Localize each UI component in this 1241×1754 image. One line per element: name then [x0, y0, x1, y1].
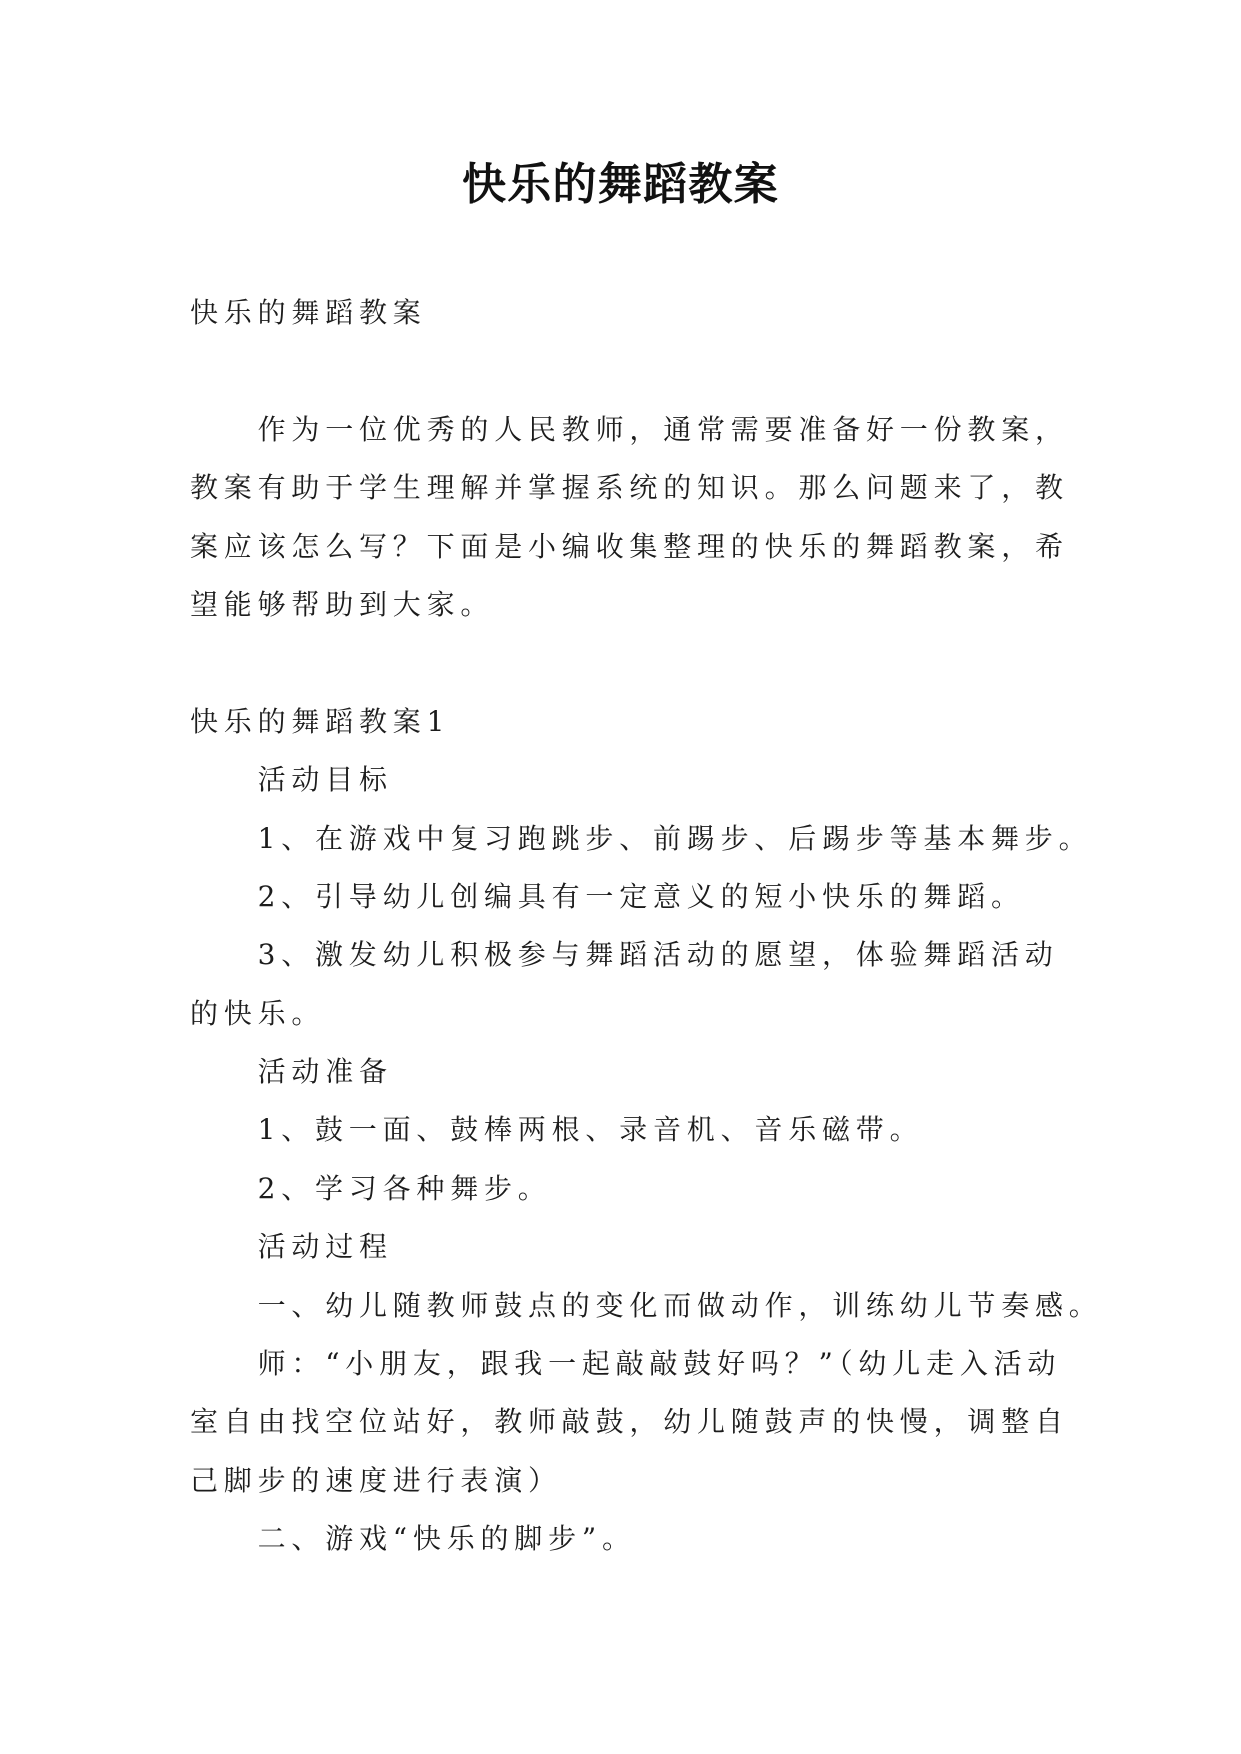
objective-line: 2、引导幼儿创编具有一定意义的短小快乐的舞蹈。 [257, 879, 1025, 913]
intro-line: 教案有助于学生理解并掌握系统的知识。那么问题来了，教 [190, 471, 1069, 505]
preparation-heading: 活动准备 [257, 1055, 393, 1089]
objective-item [190, 868, 1201, 926]
intro-paragraph [190, 401, 1201, 635]
preparation-section [190, 1043, 1201, 1218]
document-title: 快乐的舞蹈教案 [461, 159, 780, 210]
objective-line: 1、在游戏中复习跑跳步、前踢步、后踢步等基本舞步。 [257, 821, 1093, 855]
process-paragraph [190, 1277, 1201, 1335]
preparation-item: 2、学习各种舞步。 [257, 1171, 552, 1205]
process-paragraph [190, 1335, 1201, 1510]
objectives-heading: 活动目标 [257, 763, 393, 797]
document-body [190, 284, 1201, 1569]
intro-line: 作为一位优秀的人民教师，通常需要准备好一份教案， [257, 412, 1069, 446]
process-line: 己脚步的速度进行表演） [190, 1463, 562, 1497]
objectives-section [190, 751, 1201, 1043]
process-section [190, 1218, 1201, 1568]
spacer [190, 342, 1201, 400]
process-heading: 活动过程 [257, 1230, 393, 1264]
process-line: 一、幼儿随教师鼓点的变化而做动作，训练幼儿节奏感。 [257, 1288, 1103, 1322]
intro-line: 案应该怎么写？下面是小编收集整理的快乐的舞蹈教案，希 [190, 529, 1069, 563]
objective-line: 3、激发幼儿积极参与舞蹈活动的愿望，体验舞蹈活动 [257, 938, 1059, 972]
preparation-item: 1、鼓一面、鼓棒两根、录音机、音乐磁带。 [257, 1113, 924, 1147]
intro-line: 望能够帮助到大家。 [190, 587, 495, 621]
objective-item [190, 926, 1201, 1043]
objective-item [190, 810, 1201, 868]
process-line: 师：“小朋友，跟我一起敲敲鼓好吗？”（幼儿走入活动 [257, 1347, 1062, 1381]
process-line: 室自由找空位站好，教师敲鼓，幼儿随鼓声的快慢，调整自 [190, 1405, 1069, 1439]
process-line: 二、游戏“快乐的脚步”。 [257, 1522, 636, 1556]
lesson-heading: 快乐的舞蹈教案1 [190, 704, 451, 738]
objective-line: 的快乐。 [190, 996, 326, 1030]
process-paragraph [190, 1510, 1201, 1568]
spacer [190, 634, 1201, 692]
document-heading: 快乐的舞蹈教案 [190, 296, 427, 329]
